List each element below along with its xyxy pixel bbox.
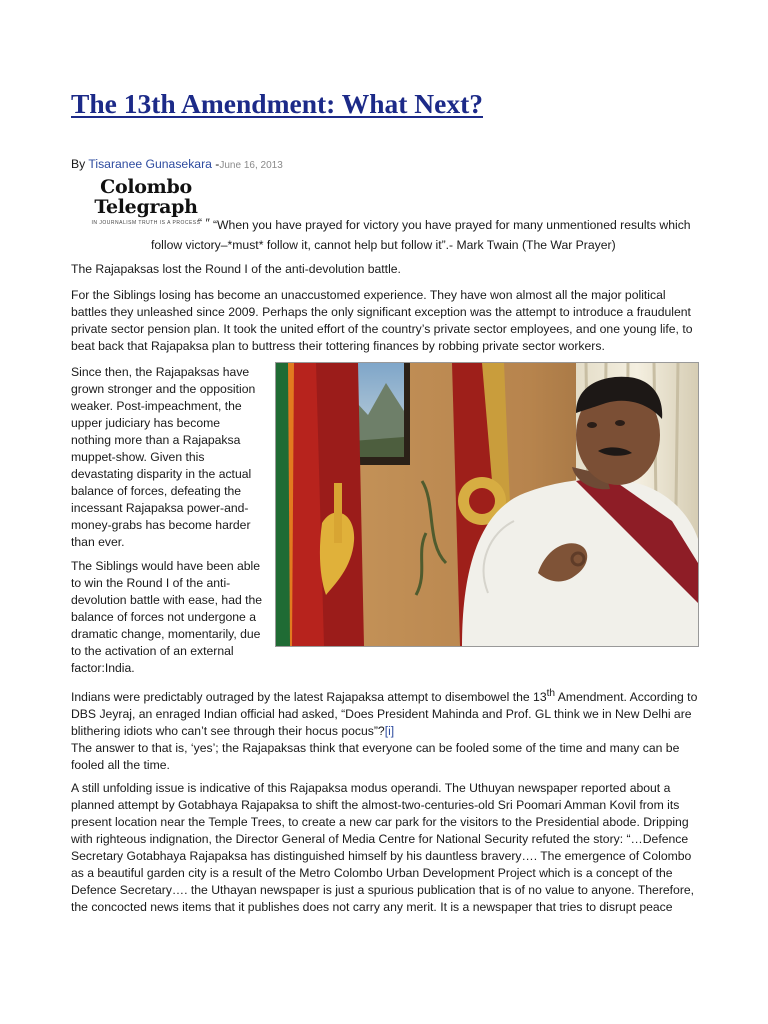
paragraph-4: The Siblings would have been able to win the Round I of the anti-devolution battle with ease, had the balance of forces not undergone a dramatic change, momentarily, due to the activation of an external factor:India. [71, 559, 263, 675]
superscript-th: th [546, 688, 556, 699]
byline [71, 157, 283, 171]
colombo-telegraph-logo [81, 177, 211, 231]
photo-illustration [276, 363, 698, 646]
article-photo [275, 362, 699, 647]
byline-separator: - [211, 157, 220, 171]
logo-line-2: Telegraph [94, 196, 198, 218]
article-title[interactable]: The 13th Amendment: What Next? [71, 88, 483, 119]
logo-tagline: IN JOURNALISM TRUTH IS A PROCESS [91, 220, 201, 226]
logo-line-1: Colombo [100, 176, 192, 198]
paragraph-5-part-c: The answer to that is, ‘yes’; the Rajapaksas think that everyone can be fooled some of the time and many can be fooled all the time. [71, 741, 680, 773]
quote-line-2: follow victory–*must* follow it, cannot help but follow it”.- Mark Twain (The War Prayer) [151, 238, 616, 252]
paragraph-6: A still unfolding issue is indicative of this Rajapaksa modus operandi. The Uthuyan newspaper reported about a planned attempt by Gotabhaya Rajapaksa to shift the almost-two-centuries-old Sri Poomari Amman Kovil from its present location near the Temple Trees, to create a new car park for the visitors to the Presidential abode. Dripping with righteous indignation, the Director General of Media Centre for National Security refuted the story: “…Defence Secretary Gotabhaya Rajapaksa has distinguished himself by his dauntless bravery…. The emergence of Colombo as a beautiful garden city is a result of the Metro Colombo Urban Development Project which is a concept of the Defence Secretary…. the Uthayan newspaper is just a spurious publication that is of no value to anyone. Therefore, the concocted news items that it publishes does not carry any merit. It is a newspaper that tries to disrupt peace [71, 781, 695, 914]
paragraph-2: For the Siblings losing has become an unaccustomed experience. They have won almost all the major political battles they unleashed since 2009. Perhaps the only significant exception was the attempt to introduce a fraudulent private sector pension plan. It took the united effort of the country’s private sector employees, and one young life, to beat back that Rajapaksa plan to buttress their tottering finances by robbing private sector workers. [71, 288, 693, 353]
author-link[interactable]: Tisaranee Gunasekara [88, 157, 212, 171]
paragraph-5-part-a: Indians were predictably outraged by the latest Rajapaksa attempt to disembowel the 13 [71, 690, 547, 705]
byline-prefix: By [71, 157, 89, 171]
paragraph-3: Since then, the Rajapaksas have grown stronger and the opposition weaker. Post-impeachment, the upper judiciary has become nothing more than a Rajapaksa muppet-show. Given this devastating disparity in the actual balance of forces, defeating the incessant Rajapaksa power-and-money-grabs has become harder than ever. [71, 365, 256, 549]
quote-line-1: “When you have prayed for victory you have prayed for many unmentioned results which [213, 218, 691, 232]
publish-date: June 16, 2013 [219, 160, 283, 171]
footnote-link[interactable]: [i] [384, 724, 395, 739]
paragraph-5-part-b: Amendment. According to DBS Jeyraj, an enraged Indian official had asked, “Does President Mahinda and Prof. GL think we in New Delhi are blithering idiots who can’t see through their hocus pocus”? [71, 690, 698, 739]
paragraph-5 [71, 685, 698, 774]
quote-open-marks: “ ″ [198, 216, 210, 230]
paragraph-1: The Rajapaksas lost the Round I of the anti-devolution battle. [71, 262, 401, 276]
